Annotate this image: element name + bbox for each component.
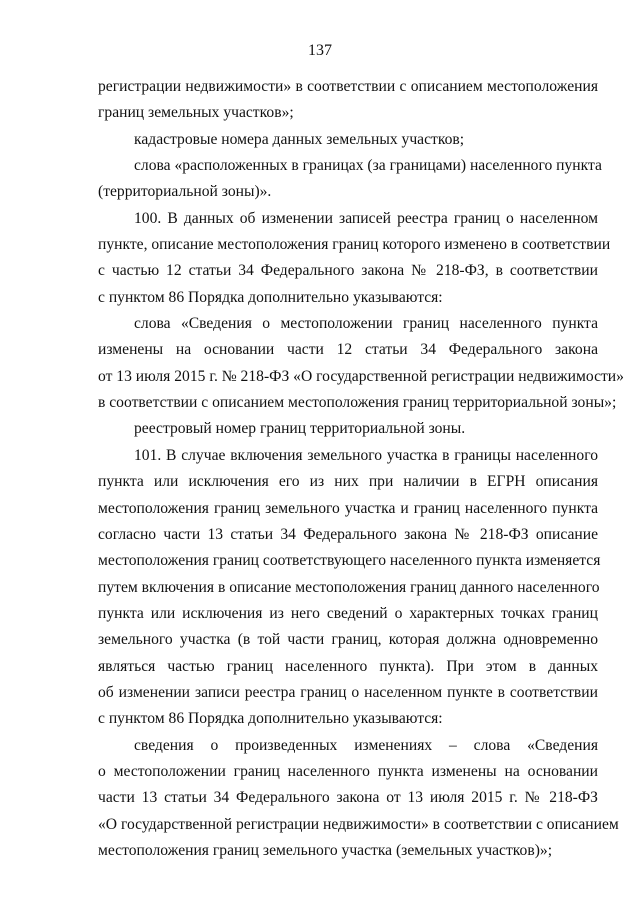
text-line: «О государственной регистрации недвижимости» в соответствии с описанием [98,815,619,833]
text-line: об изменении записи реестра границ о населенном пункте в соответствии [98,683,598,701]
text-line: изменены на основании части 12 статьи 34 Федерального закона [98,341,598,359]
text-line: с пунктом 86 Порядка дополнительно указываются: [98,710,443,728]
text-line: от 13 июля 2015 г. № 218-ФЗ «О государственной регистрации недвижимости» [98,367,624,385]
text-line: 100. В данных об изменении записей реестра границ о населенном [134,209,598,227]
text-line: кадастровые номера данных земельных участков; [134,130,465,148]
text-line: путем включения в описание местоположения границ данного населенного [98,578,600,596]
text-line: (территориальной зоны)». [98,183,272,201]
text-line: пункта или исключения из него сведений о характерных точках границ [98,604,598,622]
text-line: слова «Сведения о местоположении границ населенного пункта [134,315,598,333]
text-line: земельного участка (в той части границ, которая должна одновременно [98,631,598,649]
text-line: части 13 статьи 34 Федерального закона от 13 июля 2015 г. № 218-ФЗ [98,789,598,807]
text-line: 101. В случае включения земельного участка в границы населенного [134,446,598,464]
page-number: 137 [308,42,332,59]
text-line: о местоположении границ населенного пункта изменены на основании [98,762,598,780]
text-line: являться частью границ населенного пункта). При этом в данных [98,657,598,675]
text-line: с частью 12 статьи 34 Федерального закона № 218-ФЗ, в соответствии [98,262,598,280]
text-line: местоположения границ земельного участка и границ населенного пункта [98,499,598,517]
text-line: слова «расположенных в границах (за границами) населенного пункта [134,157,602,175]
text-line: границ земельных участков»; [98,104,294,122]
text-line: местоположения границ земельного участка (земельных участков)»; [98,841,553,859]
text-line: согласно части 13 статьи 34 Федерального закона № 218-ФЗ описание [98,525,598,543]
text-line: с пунктом 86 Порядка дополнительно указываются: [98,288,443,306]
text-line: регистрации недвижимости» в соответствии с описанием местоположения [98,78,598,95]
text-line: в соответствии с описанием местоположения границ территориальной зоны»; [98,394,617,412]
text-line: пункта или исключения его из них при наличии в ЕГРН описания [98,473,598,491]
document-body [98,74,624,864]
text-line: сведения о произведенных изменениях – слова «Сведения [134,736,598,754]
text-line: местоположения границ соответствующего населенного пункта изменяется [98,552,601,570]
text-line: пункте, описание местоположения границ которого изменено в соответствии [98,236,611,254]
text-line: реестровый номер границ территориальной зоны. [134,420,466,438]
